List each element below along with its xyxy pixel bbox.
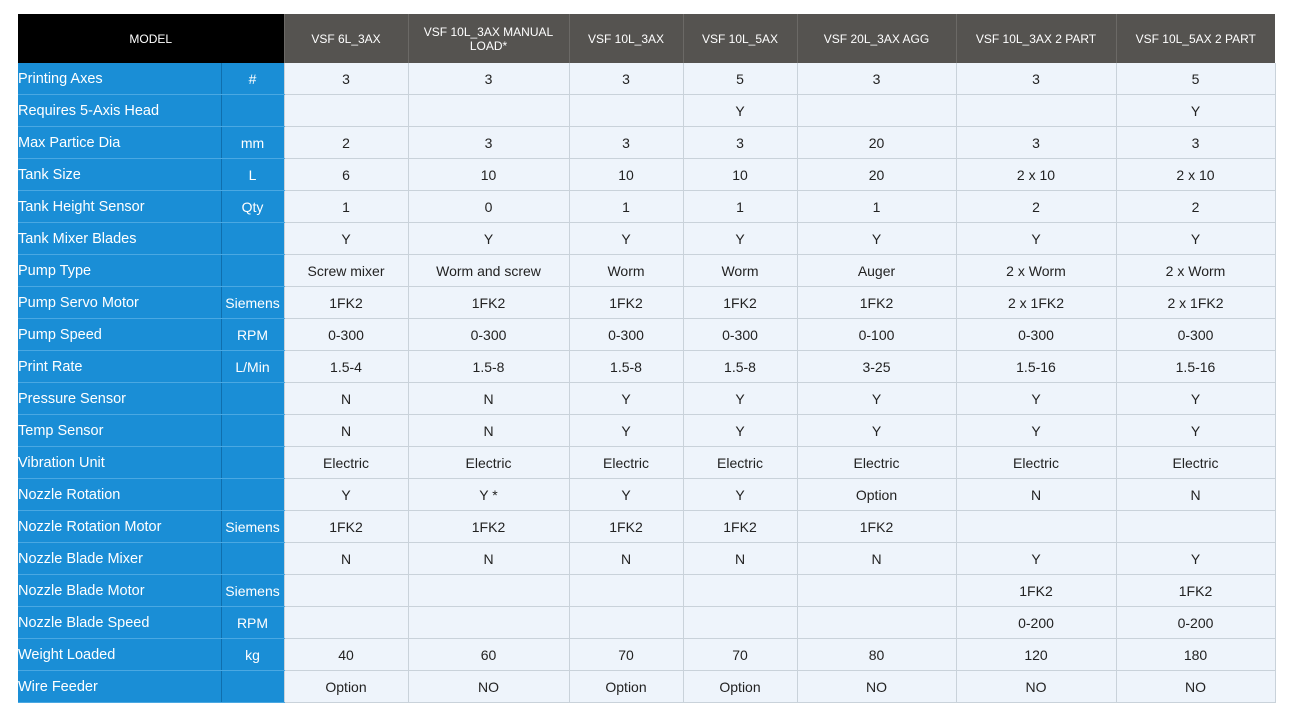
table-cell: 1FK2: [284, 287, 408, 319]
table-cell: Electric: [1116, 447, 1275, 479]
table-cell: 40: [284, 639, 408, 671]
row-unit: mm: [221, 127, 284, 159]
table-cell: 60: [408, 639, 569, 671]
table-row: [18, 159, 1275, 191]
table-cell: Y: [683, 95, 797, 127]
table-cell: 1FK2: [683, 511, 797, 543]
table-cell: 1FK2: [408, 511, 569, 543]
table-cell: 20: [797, 159, 956, 191]
table-cell: 3: [569, 127, 683, 159]
table-cell: Y: [797, 415, 956, 447]
table-cell: Y: [569, 383, 683, 415]
table-cell: 2: [1116, 191, 1275, 223]
row-label: Printing Axes: [18, 63, 221, 95]
row-label: Nozzle Rotation: [18, 479, 221, 511]
table-cell: 2 x 10: [956, 159, 1116, 191]
table-row: [18, 447, 1275, 479]
row-unit: kg: [221, 639, 284, 671]
table-cell: 120: [956, 639, 1116, 671]
table-cell: 1FK2: [683, 287, 797, 319]
table-cell: [797, 575, 956, 607]
table-cell: Y: [797, 383, 956, 415]
table-cell: N: [408, 415, 569, 447]
row-label: Pump Servo Motor: [18, 287, 221, 319]
table-cell: Y: [284, 479, 408, 511]
table-cell: Worm: [569, 255, 683, 287]
table-cell: 1FK2: [284, 511, 408, 543]
table-cell: 70: [683, 639, 797, 671]
model-header: MODEL: [18, 14, 284, 63]
table-cell: N: [956, 479, 1116, 511]
table-cell: N: [284, 383, 408, 415]
table-cell: [683, 607, 797, 639]
table-cell: 3: [956, 127, 1116, 159]
row-label: Print Rate: [18, 351, 221, 383]
table-cell: 5: [1116, 63, 1275, 95]
table-cell: Y: [408, 223, 569, 255]
table-cell: 0-200: [956, 607, 1116, 639]
row-label: Nozzle Blade Motor: [18, 575, 221, 607]
table-cell: Screw mixer: [284, 255, 408, 287]
table-cell: 1FK2: [1116, 575, 1275, 607]
table-cell: 2 x Worm: [956, 255, 1116, 287]
spec-table-body: [18, 63, 1275, 703]
row-unit: [221, 543, 284, 575]
table-cell: Electric: [683, 447, 797, 479]
table-cell: N: [569, 543, 683, 575]
table-cell: Y: [1116, 383, 1275, 415]
table-cell: Y: [683, 479, 797, 511]
row-unit: RPM: [221, 319, 284, 351]
row-label: Wire Feeder: [18, 671, 221, 703]
table-cell: N: [797, 543, 956, 575]
row-unit: [221, 223, 284, 255]
table-cell: 1: [284, 191, 408, 223]
row-label: Max Partice Dia: [18, 127, 221, 159]
table-cell: 6: [284, 159, 408, 191]
table-cell: Y: [956, 543, 1116, 575]
table-cell: [569, 575, 683, 607]
table-row: [18, 319, 1275, 351]
table-cell: [284, 607, 408, 639]
row-unit: Qty: [221, 191, 284, 223]
table-cell: 2 x 10: [1116, 159, 1275, 191]
table-cell: 10: [408, 159, 569, 191]
column-header: VSF 10L_3AX MANUAL LOAD*: [408, 14, 569, 63]
row-label: Requires 5-Axis Head: [18, 95, 221, 127]
column-header: VSF 10L_3AX 2 PART: [956, 14, 1116, 63]
table-cell: [284, 95, 408, 127]
table-cell: Y: [284, 223, 408, 255]
table-cell: [1116, 511, 1275, 543]
table-cell: 1.5-8: [408, 351, 569, 383]
table-cell: NO: [956, 671, 1116, 703]
table-cell: 2: [956, 191, 1116, 223]
table-cell: 2: [284, 127, 408, 159]
table-cell: 0-200: [1116, 607, 1275, 639]
row-label: Tank Mixer Blades: [18, 223, 221, 255]
table-cell: 2 x 1FK2: [956, 287, 1116, 319]
table-cell: 1: [683, 191, 797, 223]
row-unit: [221, 255, 284, 287]
table-cell: Electric: [797, 447, 956, 479]
table-cell: [408, 575, 569, 607]
row-unit: L/Min: [221, 351, 284, 383]
column-header: VSF 20L_3AX AGG: [797, 14, 956, 63]
table-cell: 1FK2: [797, 511, 956, 543]
table-cell: 10: [569, 159, 683, 191]
row-label: Weight Loaded: [18, 639, 221, 671]
table-cell: 1: [797, 191, 956, 223]
table-cell: Option: [683, 671, 797, 703]
table-cell: Option: [284, 671, 408, 703]
column-header: VSF 6L_3AX: [284, 14, 408, 63]
table-cell: 80: [797, 639, 956, 671]
table-cell: Worm: [683, 255, 797, 287]
table-cell: Electric: [408, 447, 569, 479]
row-unit: Siemens: [221, 511, 284, 543]
table-cell: Y: [1116, 415, 1275, 447]
table-cell: 3: [408, 127, 569, 159]
table-cell: 0-300: [683, 319, 797, 351]
row-unit: #: [221, 63, 284, 95]
table-row: [18, 671, 1275, 703]
spec-comparison-table: [18, 14, 1276, 703]
table-cell: N: [408, 543, 569, 575]
table-row: [18, 223, 1275, 255]
table-row: [18, 415, 1275, 447]
table-cell: Y: [1116, 223, 1275, 255]
column-header: VSF 10L_5AX 2 PART: [1116, 14, 1275, 63]
table-cell: 1: [569, 191, 683, 223]
table-cell: 1FK2: [569, 287, 683, 319]
table-row: [18, 255, 1275, 287]
header-row: [18, 14, 1275, 63]
table-cell: 3: [683, 127, 797, 159]
table-cell: 1FK2: [408, 287, 569, 319]
table-cell: N: [284, 543, 408, 575]
table-cell: 0-300: [408, 319, 569, 351]
table-cell: Electric: [956, 447, 1116, 479]
table-cell: 1.5-8: [683, 351, 797, 383]
row-label: Pressure Sensor: [18, 383, 221, 415]
table-cell: Option: [569, 671, 683, 703]
table-row: [18, 543, 1275, 575]
table-cell: 3: [284, 63, 408, 95]
table-cell: 1.5-4: [284, 351, 408, 383]
table-cell: 0: [408, 191, 569, 223]
table-cell: 0-300: [1116, 319, 1275, 351]
table-cell: [408, 607, 569, 639]
row-unit: Siemens: [221, 575, 284, 607]
row-unit: [221, 447, 284, 479]
table-cell: N: [284, 415, 408, 447]
table-cell: [797, 95, 956, 127]
table-row: [18, 351, 1275, 383]
table-cell: Y: [1116, 543, 1275, 575]
row-unit: [221, 383, 284, 415]
table-cell: 70: [569, 639, 683, 671]
table-cell: 10: [683, 159, 797, 191]
row-label: Tank Height Sensor: [18, 191, 221, 223]
table-cell: 1FK2: [797, 287, 956, 319]
table-row: [18, 191, 1275, 223]
table-cell: 3-25: [797, 351, 956, 383]
table-cell: Y: [569, 223, 683, 255]
table-row: [18, 63, 1275, 95]
table-cell: Auger: [797, 255, 956, 287]
table-cell: NO: [408, 671, 569, 703]
table-cell: 3: [956, 63, 1116, 95]
table-cell: N: [408, 383, 569, 415]
table-cell: 1FK2: [956, 575, 1116, 607]
table-cell: Worm and screw: [408, 255, 569, 287]
table-cell: N: [1116, 479, 1275, 511]
table-cell: 0-300: [569, 319, 683, 351]
table-cell: 2 x 1FK2: [1116, 287, 1275, 319]
table-row: [18, 607, 1275, 639]
row-label: Nozzle Rotation Motor: [18, 511, 221, 543]
table-cell: NO: [1116, 671, 1275, 703]
table-cell: Y: [1116, 95, 1275, 127]
row-label: Tank Size: [18, 159, 221, 191]
table-cell: [408, 95, 569, 127]
table-cell: [956, 511, 1116, 543]
row-label: Nozzle Blade Mixer: [18, 543, 221, 575]
column-header: VSF 10L_5AX: [683, 14, 797, 63]
table-cell: Y: [569, 415, 683, 447]
table-cell: [569, 607, 683, 639]
row-unit: [221, 671, 284, 703]
table-cell: [797, 607, 956, 639]
table-cell: Electric: [569, 447, 683, 479]
table-cell: Y: [569, 479, 683, 511]
table-cell: Y: [683, 415, 797, 447]
table-cell: Electric: [284, 447, 408, 479]
table-cell: 3: [408, 63, 569, 95]
table-cell: Y: [956, 383, 1116, 415]
table-cell: Option: [797, 479, 956, 511]
table-row: [18, 639, 1275, 671]
table-cell: 2 x Worm: [1116, 255, 1275, 287]
table-cell: Y: [956, 223, 1116, 255]
table-cell: 1.5-16: [1116, 351, 1275, 383]
row-label: Nozzle Blade Speed: [18, 607, 221, 639]
table-cell: 1.5-16: [956, 351, 1116, 383]
table-cell: Y: [797, 223, 956, 255]
row-unit: [221, 415, 284, 447]
table-cell: 180: [1116, 639, 1275, 671]
table-cell: 0-300: [284, 319, 408, 351]
table-cell: 0-300: [956, 319, 1116, 351]
table-row: [18, 95, 1275, 127]
row-unit: [221, 95, 284, 127]
row-unit: RPM: [221, 607, 284, 639]
table-cell: [956, 95, 1116, 127]
table-cell: NO: [797, 671, 956, 703]
row-unit: Siemens: [221, 287, 284, 319]
row-unit: [221, 479, 284, 511]
table-cell: 1.5-8: [569, 351, 683, 383]
table-row: [18, 511, 1275, 543]
table-cell: [284, 575, 408, 607]
table-row: [18, 479, 1275, 511]
table-cell: Y: [683, 383, 797, 415]
table-row: [18, 383, 1275, 415]
table-cell: N: [683, 543, 797, 575]
row-label: Pump Speed: [18, 319, 221, 351]
row-label: Pump Type: [18, 255, 221, 287]
row-label: Temp Sensor: [18, 415, 221, 447]
table-cell: [569, 95, 683, 127]
table-cell: 5: [683, 63, 797, 95]
table-cell: Y: [683, 223, 797, 255]
table-cell: 0-100: [797, 319, 956, 351]
table-cell: 20: [797, 127, 956, 159]
table-row: [18, 287, 1275, 319]
table-cell: 3: [797, 63, 956, 95]
table-cell: 3: [1116, 127, 1275, 159]
table-cell: Y *: [408, 479, 569, 511]
table-cell: Y: [956, 415, 1116, 447]
row-label: Vibration Unit: [18, 447, 221, 479]
table-cell: [683, 575, 797, 607]
table-cell: 3: [569, 63, 683, 95]
column-header: VSF 10L_3AX: [569, 14, 683, 63]
table-row: [18, 127, 1275, 159]
table-row: [18, 575, 1275, 607]
row-unit: L: [221, 159, 284, 191]
table-cell: 1FK2: [569, 511, 683, 543]
